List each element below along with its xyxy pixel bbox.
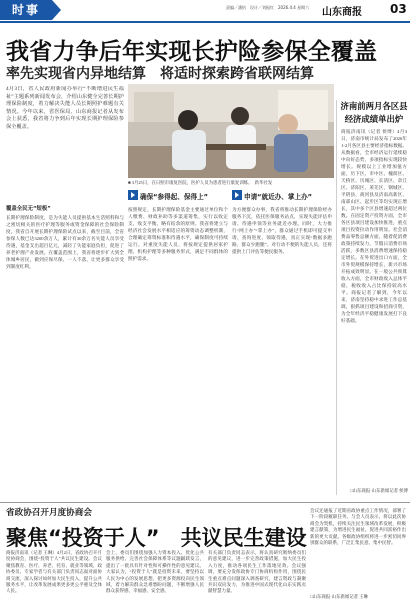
article-column-3: 为方便群众办事，我省将推动长期护理保险经办服务下沉，依托医保服务站点，实现失能评估申请、待遇申领等业务就近办理。同时，大力推行“网上办”“掌上办”，群众通过手机即可提交申请、查询进度、领取待遇，真正实现“数据多跑路、群众少跑腿”。对行动不便的失能人员，还将提供上门评估等便民服务。 bbox=[232, 207, 332, 254]
main-subheadline: 率先实现省内异地结算 将适时探索跨省联网结算 bbox=[6, 66, 314, 82]
article-column-2: 按照规定，长期护理保险基金主要通过单位和个人缴费、财政补助等多渠道筹集，实行以收定支、收支平衡、略有结余的原则。我省将建立与经济社会发展水平相适应的筹资动态调整机制，合理确定筹资标准和待遇水平，确保制度可持续运行。对重度失能人员，将按规定提供居家护理、机构护理等多种服务形式，满足不同群体的照护需求。 bbox=[128, 207, 228, 261]
section-heading-coverage: 覆盖全民无“短板” bbox=[6, 206, 51, 212]
news-photo bbox=[128, 84, 334, 178]
page-meta: 责编／潘怡 设计／刘振红 2026.4.4 星期六 bbox=[226, 5, 310, 10]
bottom-column-4: 会议还通报了近期省政协重点工作情况，部署了下一阶段履职任务。与会人员表示，将以此次协商会为契机，持续关注民生领域改革发展，积极建言献策，为增进民生福祉、促进共同富裕作出新的更大贡献。各级政协组织将进一步密切同界别群众的联系，广泛汇集民意、集中民智。 bbox=[310, 508, 406, 546]
sidebar-byline: □山东商报·山东新闻记者 侯博 bbox=[350, 488, 408, 493]
key-point-marker-icon bbox=[232, 190, 242, 200]
bottom-headline: 聚焦“投资于人” 共议民生建设 bbox=[6, 526, 307, 550]
bottom-column-3: 有关部门负责同志表示，将认真研究吸纳委员们的意见建议，进一步完善政策措施，加大民生投入力度，推动各项民生工作落地见效。会议强调，要充分发挥政协专门协商机构作用，围绕民生重点难点问题深入调查研究，建言资政与凝聚共识双向发力，为推进中国式现代化山东实践贡献智慧力量。 bbox=[208, 550, 306, 594]
sidebar-headline-line2: 经济成绩单出炉 bbox=[344, 114, 404, 124]
page-number: 03 bbox=[390, 2, 407, 16]
photo-caption: ■ 3月25日，在日照市康复医院，医护人员为患者进行康复训练。 新华社发 bbox=[128, 180, 273, 185]
header-divider bbox=[0, 21, 410, 23]
bottom-column-2: 会上，委员们围绕加强人力资本投入、优化公共服务供给、完善社会保障体系等议题踊跃发言，提出了一批具有针对性和可操作性的意见建议。大家认为，“投资于人”就是投资未来，要坚持以人民为中心的发展思想，把更多资源投向民生领域，着力解决群众急难愁盼问题，不断增强人民群众获得感、幸福感、安全感。 bbox=[106, 550, 204, 594]
page-header bbox=[0, 0, 410, 20]
sidebar-divider bbox=[336, 100, 337, 495]
bottom-byline: □山东商报·山东新闻记者 王琳 bbox=[310, 594, 368, 599]
lead-paragraph: 4月3日，省人民政府新闻办举行“不断增进民生福祉”主题系列新闻发布会，介绍山东健全完善长期护理保险制度，着力解决失能人员长期照护难题有关情况。今年以来，省医保局、山东商报记者从发布会上获悉，我省将力争到后年实现长期护理保险参保全覆盖。 bbox=[6, 86, 124, 130]
sidebar-headline-line1: 济南前两月各区县 bbox=[340, 101, 408, 111]
section-tag: 时事 bbox=[0, 0, 52, 20]
article-column-1: 长期护理保险制度，是为失能人员提供基本生活照料和与之密切相关的医疗护理等服务或资金保障的社会保险制度。我省自开展长期护理保险试点以来，截至目前，全省参保人数已达3200余万人，累计有30余万名失能人员享受待遇，基金支出超百亿元，减轻了失能家庭负担，促进了养老护理产业发展。在覆盖范围上，我省将逐步扩大到全体城乡居民，做到应保尽保、一人不落，让更多群众享受到制度红利。 bbox=[6, 215, 124, 269]
key-point-2-label: 申请“就近办、掌上办” bbox=[244, 193, 313, 201]
photo-illustration bbox=[128, 84, 334, 178]
bottom-column-1: 商报济南讯（记者 王琳）4月2日，省政协召开月度协商会，围绕“投资于人”共议民生建设。会议聚焦教育、医疗、养老、托育、就业等领域，政协委员、专家学者与有关部门负责同志面对面协商交流，深入探讨如何加大民生投入，提升公共服务水平，让改革发展成果更多更公平惠及全体人民。 bbox=[6, 550, 102, 594]
bottom-kicker: 省政协召开月度协商会 bbox=[6, 508, 92, 518]
newspaper-name: 山东商报 bbox=[322, 7, 362, 18]
key-point-1-label: 确保“参得起、保得上” bbox=[140, 193, 209, 201]
section-divider bbox=[0, 502, 410, 503]
main-headline: 我省力争后年实现长护险参保全覆盖 bbox=[6, 39, 378, 65]
key-point-marker-icon bbox=[128, 190, 138, 200]
sidebar-body: 商报济南讯（记者 侯博）4月3日，济南市统计局发布了2026年1-2月各区县主要经济指标数据。从数据看，全市经济运行延续稳中向好态势，多项指标实现较快增长。规模以上工业增加值方面，历下区、市中区、槐荫区、天桥区、历城区、长清区、章丘区、济阳区、莱芜区、钢城区、平阴县、商河县及济南高新区、南部山区、起步区等均实现正增长，其中多个区县增速超过两位数。在固定资产投资方面，全市各区县项目建设加快推进，重点项目投资拉动作用明显。社会消费品零售总额方面，随着促消费政策持续发力，节假日消费市场活跃，多数区县消费增速保持稳定增长。在外贸进出口方面，全市外贸规模保持增长，新兴市场开拓成效明显。在一般公共预算收入方面，全市财政收入总体平稳，税收收入占比保持较高水平。商报记者了解到，今年以来，济南坚持稳中求进工作总基调，狠抓项目建设和招商引资，为全年经济平稳健康发展打下良好基础。 bbox=[341, 129, 407, 323]
